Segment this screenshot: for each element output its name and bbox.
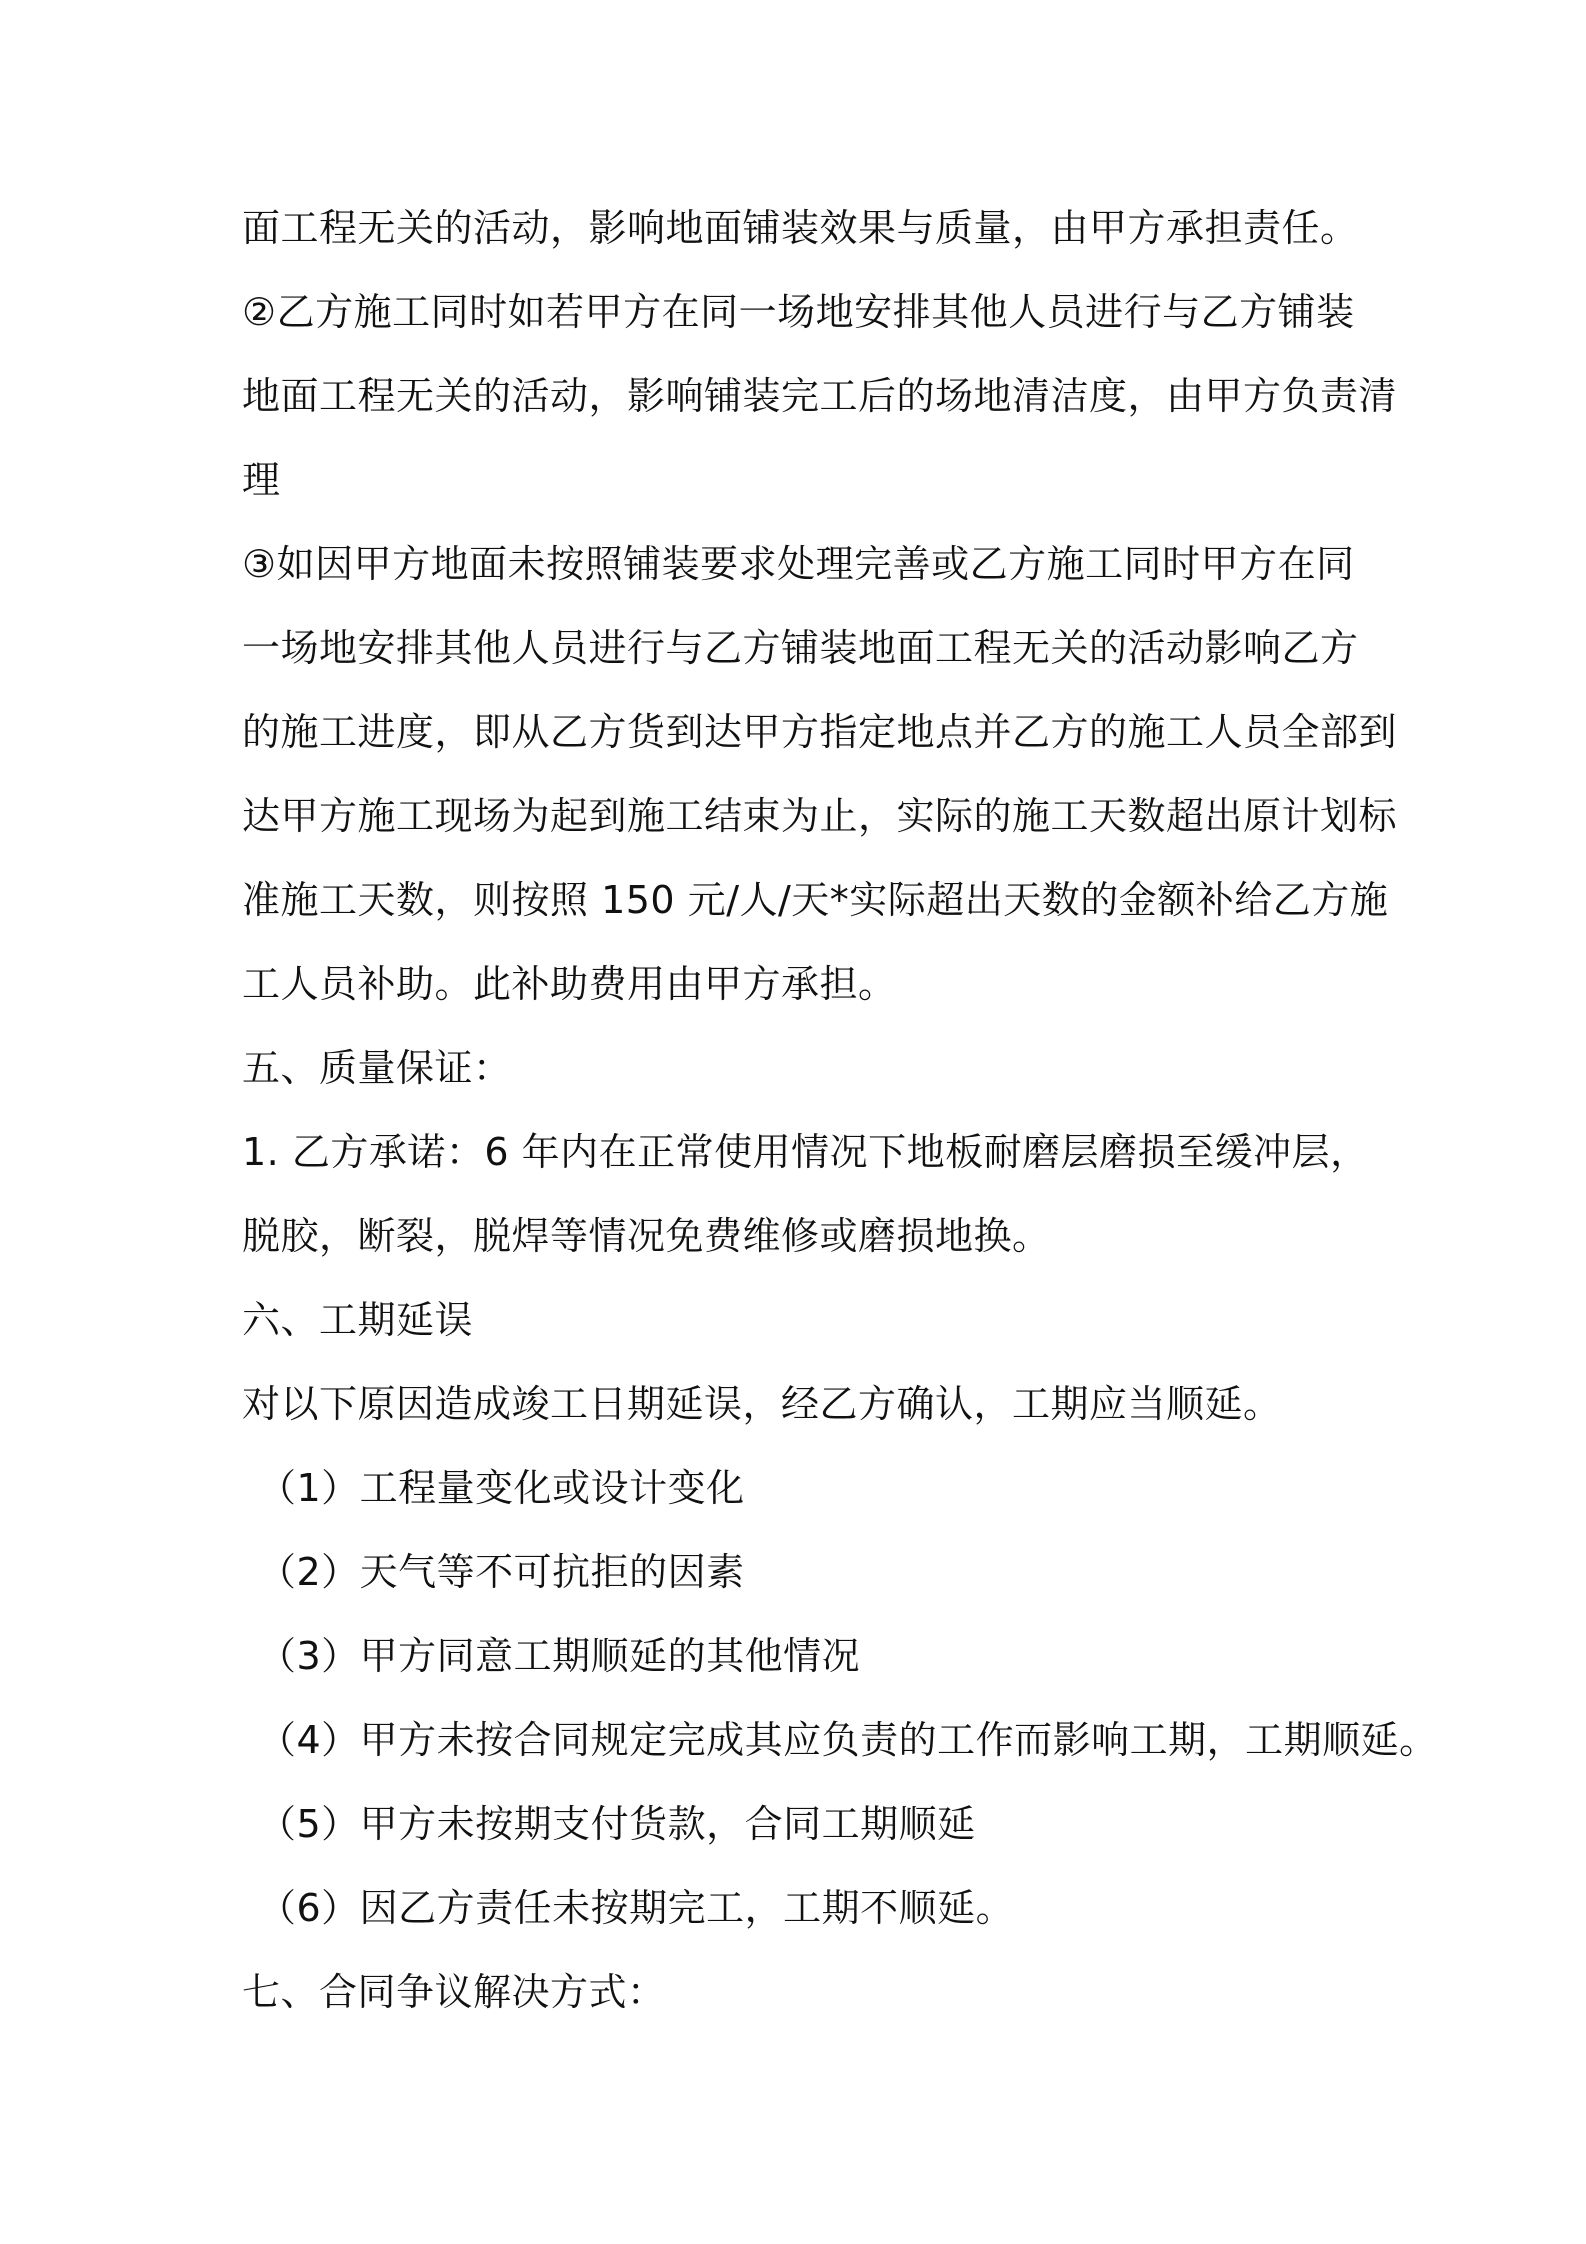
section-heading: 五、质量保证： [242, 1046, 512, 1090]
text-line: 理 [242, 458, 281, 502]
list-item: （1）工程量变化或设计变化 [258, 1466, 745, 1510]
text-line: ③如因甲方地面未按照铺装要求处理完善或乙方施工同时甲方在同 [242, 542, 1355, 586]
text-line: ②乙方施工同时如若甲方在同一场地安排其他人员进行与乙方铺装 [242, 290, 1355, 334]
text-line: 面工程无关的活动，影响地面铺装效果与质量，由甲方承担责任。 [242, 206, 1359, 250]
text-line: 地面工程无关的活动，影响铺装完工后的场地清洁度，由甲方负责清 [242, 374, 1398, 418]
text-line: 脱胶，断裂，脱焊等情况免费维修或磨损地换。 [242, 1214, 1051, 1258]
list-item: （3）甲方同意工期顺延的其他情况 [258, 1634, 861, 1678]
text-line: 达甲方施工现场为起到施工结束为止，实际的施工天数超出原计划标 [242, 794, 1398, 838]
list-item: （4）甲方未按合同规定完成其应负责的工作而影响工期，工期顺延。 [258, 1718, 1438, 1762]
text-line: 一场地安排其他人员进行与乙方铺装地面工程无关的活动影响乙方 [242, 626, 1359, 670]
section-heading: 七、合同争议解决方式： [242, 1970, 666, 2014]
list-item: （2）天气等不可抗拒的因素 [258, 1550, 745, 1594]
list-item: （6）因乙方责任未按期完工，工期不顺延。 [258, 1886, 1015, 1930]
text-line: 1. 乙方承诺：6 年内在正常使用情况下地板耐磨层磨损至缓冲层， [242, 1130, 1369, 1174]
list-item: （5）甲方未按期支付货款，合同工期顺延 [258, 1802, 976, 1846]
text-line: 准施工天数，则按照 150 元/人/天*实际超出天数的金额补给乙方施 [242, 878, 1389, 922]
text-line: 工人员补助。此补助费用由甲方承担。 [242, 962, 897, 1006]
text-line: 的施工进度，即从乙方货到达甲方指定地点并乙方的施工人员全部到 [242, 710, 1398, 754]
section-heading: 六、工期延误 [242, 1298, 474, 1342]
text-line: 对以下原因造成竣工日期延误，经乙方确认，工期应当顺延。 [242, 1382, 1282, 1426]
